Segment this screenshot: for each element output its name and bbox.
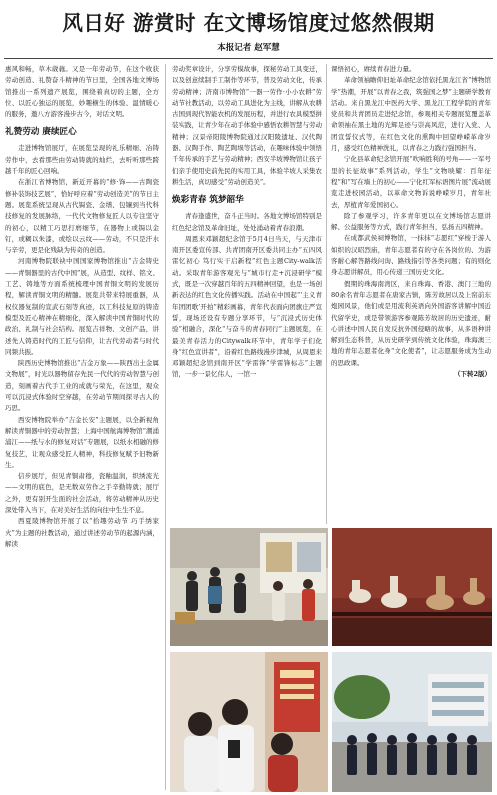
headline: 风日好 游赏时 在文博场馆度过悠然假期 [62, 11, 435, 35]
photo-artifact-display [332, 528, 492, 646]
photo-students-outdoor [332, 652, 492, 792]
paragraph: 在成都武侯祠博物馆，一抹抹“志愿红”穿梭于游人如织的汉昭烈庙，青年志愿者有的守在各岗位的、为游客耐心解答路线问询、路线指引等各类问题；有的则化身志愿讲解员，用心传递三国历史文化。 [331, 234, 491, 277]
column-divider-2 [326, 64, 327, 524]
section-heading-labor: 礼赞劳动 赓续匠心 [5, 127, 77, 138]
paragraph: 宁化县革命纪念馆开展“吹响胜利的号角——一军号里的长征故事”系列活动，学生“文物映耀：百年征程”和“写在墙上的初心——宁化红军标语图片展”流动展览走进校园活动，以革命文物诉说峥嵘岁月，青年社去，厚植青年爱国初心。 [331, 155, 491, 209]
paragraph: 陕西历史博物馆推出“吉金万象——陕西出土金属文物展”，时光以器物留存先民一代代的劳动智慧与创造，刻画着古代手工业的成就与荣光，在这里，观众可以沉浸式体验时空穿越，在劳动节期间探寻古人的巧思。 [5, 359, 159, 413]
article-column-3 [331, 64, 491, 522]
intro-paragraph: 惠风和畅，草木葳蕤。又是一年劳动节，在这个收获劳动创造、礼赞奋斗精神的节日里，全国各地文博场馆推出一系列遗产展览，围绕着真切的主题，全方位、以匠心独运的展览，妙趣横生的体验、温情暖心的服务，邀八方游客漫步古今，对话文明。 [5, 65, 159, 119]
paragraph: 课悟初心，赓续青春进力量。 [331, 65, 416, 73]
paragraph: 假期的珠海南湾区，来自珠海、香港、澳门三地的80余名青年志愿者在唐家古镇，陈芳故居以及上窑前东炮园风景，他们或是用流利英语向外国游客讲解中国近代留学史，或是带领游客参观陈芳故居的历史遗迹，耐心讲述中国人民自发反抗外国侵略的故事，从多语种讲解到生态科普，从历史研学到传统文化体验，珠海澳三地的青年志愿者化身“文化使者”，让志愿服务成为生动的思政课。 [331, 279, 491, 367]
byline: 本报记者 赵军慧 [217, 43, 280, 53]
paragraph: 青春逢盛世，奋斗正当时。各地文博场馆特别是红色纪念馆及革命旧址，处处涌动着青春浪潮。 [172, 212, 322, 232]
photo-museum-hall [170, 528, 328, 646]
section-heading-youth: 焕彩青春 筑梦韶华 [172, 195, 244, 206]
paragraph: 信步展厅，但见青铜肃穆，瓷釉温润，织绣流光——文明的底色，是无数双劳作之手辛勤铸就；展厅之外，更有别开生面的社会活动，将劳动精神从历史深处带入当下，在对美好生活的向往中生生不息。 [5, 472, 159, 514]
article-column-2 [172, 64, 322, 522]
paragraph: 西安博物院举办“吉金长安”主题展，以全新视角解读青铜器中的劳动智慧；上海中国航海博物馆“潮涌浦江——纸与水的修复对话”专题展，以纸水相融的修复技艺，让观众感受匠人精神，科技修复赋予旧物新生。 [5, 415, 159, 469]
continued-notice: （下转2版） [453, 370, 491, 379]
paragraph: 革命领袖瞻仰旧址革命纪念馆依托黑龙江省“博物馆学“热潮，开展“以青春之我，筑强国之梦”主题研学教育活动。来自黑龙江中医药大学、黑龙江工程学院的青年党员和共青团员走进纪念馆，参观相关专题展览覆盖革命领袖在黑土地的光辉足迹与崇高风范，进行入党、人团宣誓仪式等，在红色文化的熏陶中回望峥嵘革命岁月，感受红色精神洗礼，以青春之力践行强国担当。 [331, 76, 491, 153]
paragraph: 周恩来邓颖超纪念馆于5月4日当天，与天津市南开区委宣传部、共青团南开区委共同主办“五四风雷忆初心 笃行实干启新程”红色主题City-walk活动。采取青年游客观光与“城市行走+沉浸研学”模式，既是一次穿越百年的五四精神回望，也是一场创新表达的红色文化传播实践。活动在中国起“‘主义青年团团歌’开拍”精彩画幕，青年代表面向团旗庄严宣誓，现场还设有专题分享环节，与“沉浸式历史体验”相融合，深化“与奋斗的青春同行”主题展览，在最美青春活力的Citywalk环节中，青年学子们化身“红色宣讲者”，沿着红色路线漫步津城，从周恩来邓颖超纪念馆到南开区“学雷锋”学雷锋标志”主题馆，一步一景忆伟人，一馆一 [172, 234, 322, 379]
column-divider-1 [165, 64, 166, 790]
paragraph: 走进博物馆展厅，在展览呈现的礼乐精细、冶铸劳作中，去看那些由劳动铸就的灿烂，去听听那些跨越千年的匠心回响。 [5, 144, 159, 176]
article-column-1 [5, 64, 159, 792]
paragraph: 西夏陵博物馆开展了以“拾趣劳动节 巧手绣家火”为主题的社教活动，通过讲述劳动节的起源内涵，解读 [5, 517, 159, 548]
paragraph: 在浙江省博物馆，新近开幕的“修·饰——古陶瓷修补装饰技艺展”，恰好呼应着“劳动创造美”的节日主题。展览系统呈现从古代锔瓷、金缮、包镶到当代科技修复的发展脉络，一代代文物修复匠人以专注坚守的初心，以精工巧思打磨细节，在器物上或锔以金钉，或糊以朱漆，或绘以云纹——劳动，不只是汗水与辛劳，更是化残缺为传奇的创造。 [5, 178, 159, 255]
top-rule [4, 58, 493, 59]
paragraph: 劳动奖章设计，分享劳模故事，探秘劳动工具变迁，以及创意续制手工制作等环节，普及劳动文化，传承劳动精神；济南市博物馆“一器一劳作·小小农耕”劳动节社教活动，以劳动工具进化为主线，讲解从农耕古国到现代智能农机的发展历程，并进行农具模型拼装实践，让青少年在动手体验中感悟农耕智慧与劳动精神；汉景帝阳陵博物院通过汉阳陵遗址、汉代陶器、汉陶手作、陶艺陶埙等活动，在趣味体验中领悟千年传承的手艺与劳动精神；西安半坡博物馆让孩子们亲手使用史前先民的实用工具，体验半坡人采集农耕生活，真切感受“劳动创造美”。 [172, 65, 322, 186]
photo-youth-volunteers [170, 652, 328, 792]
paragraph: 河南博物院联袂中国国家博物馆推出“吉金铸史——青铜器里的古代中国”展，从造型、纹样、铭文、工艺、铸地等方面系统梳理中国青铜文明的发展历程，解读青铜文明的精髓。展览共带来特展重器，从权仪器复制的宣武石刻等真迹，以工科技复原的铸造模型及匠心精神在精细化，深入解读中国青铜时代的政治、礼制与社会结构。展览吉祥物、文创产品，讲述先人铸造时代的工匠与信仰，让古代劳动者与时代同频共振。 [5, 257, 159, 356]
paragraph: 除了参观学习，许多青年更以在文博场馆志愿讲解、公益服务等方式，践行青年担当，弘扬五四精神。 [331, 211, 491, 232]
